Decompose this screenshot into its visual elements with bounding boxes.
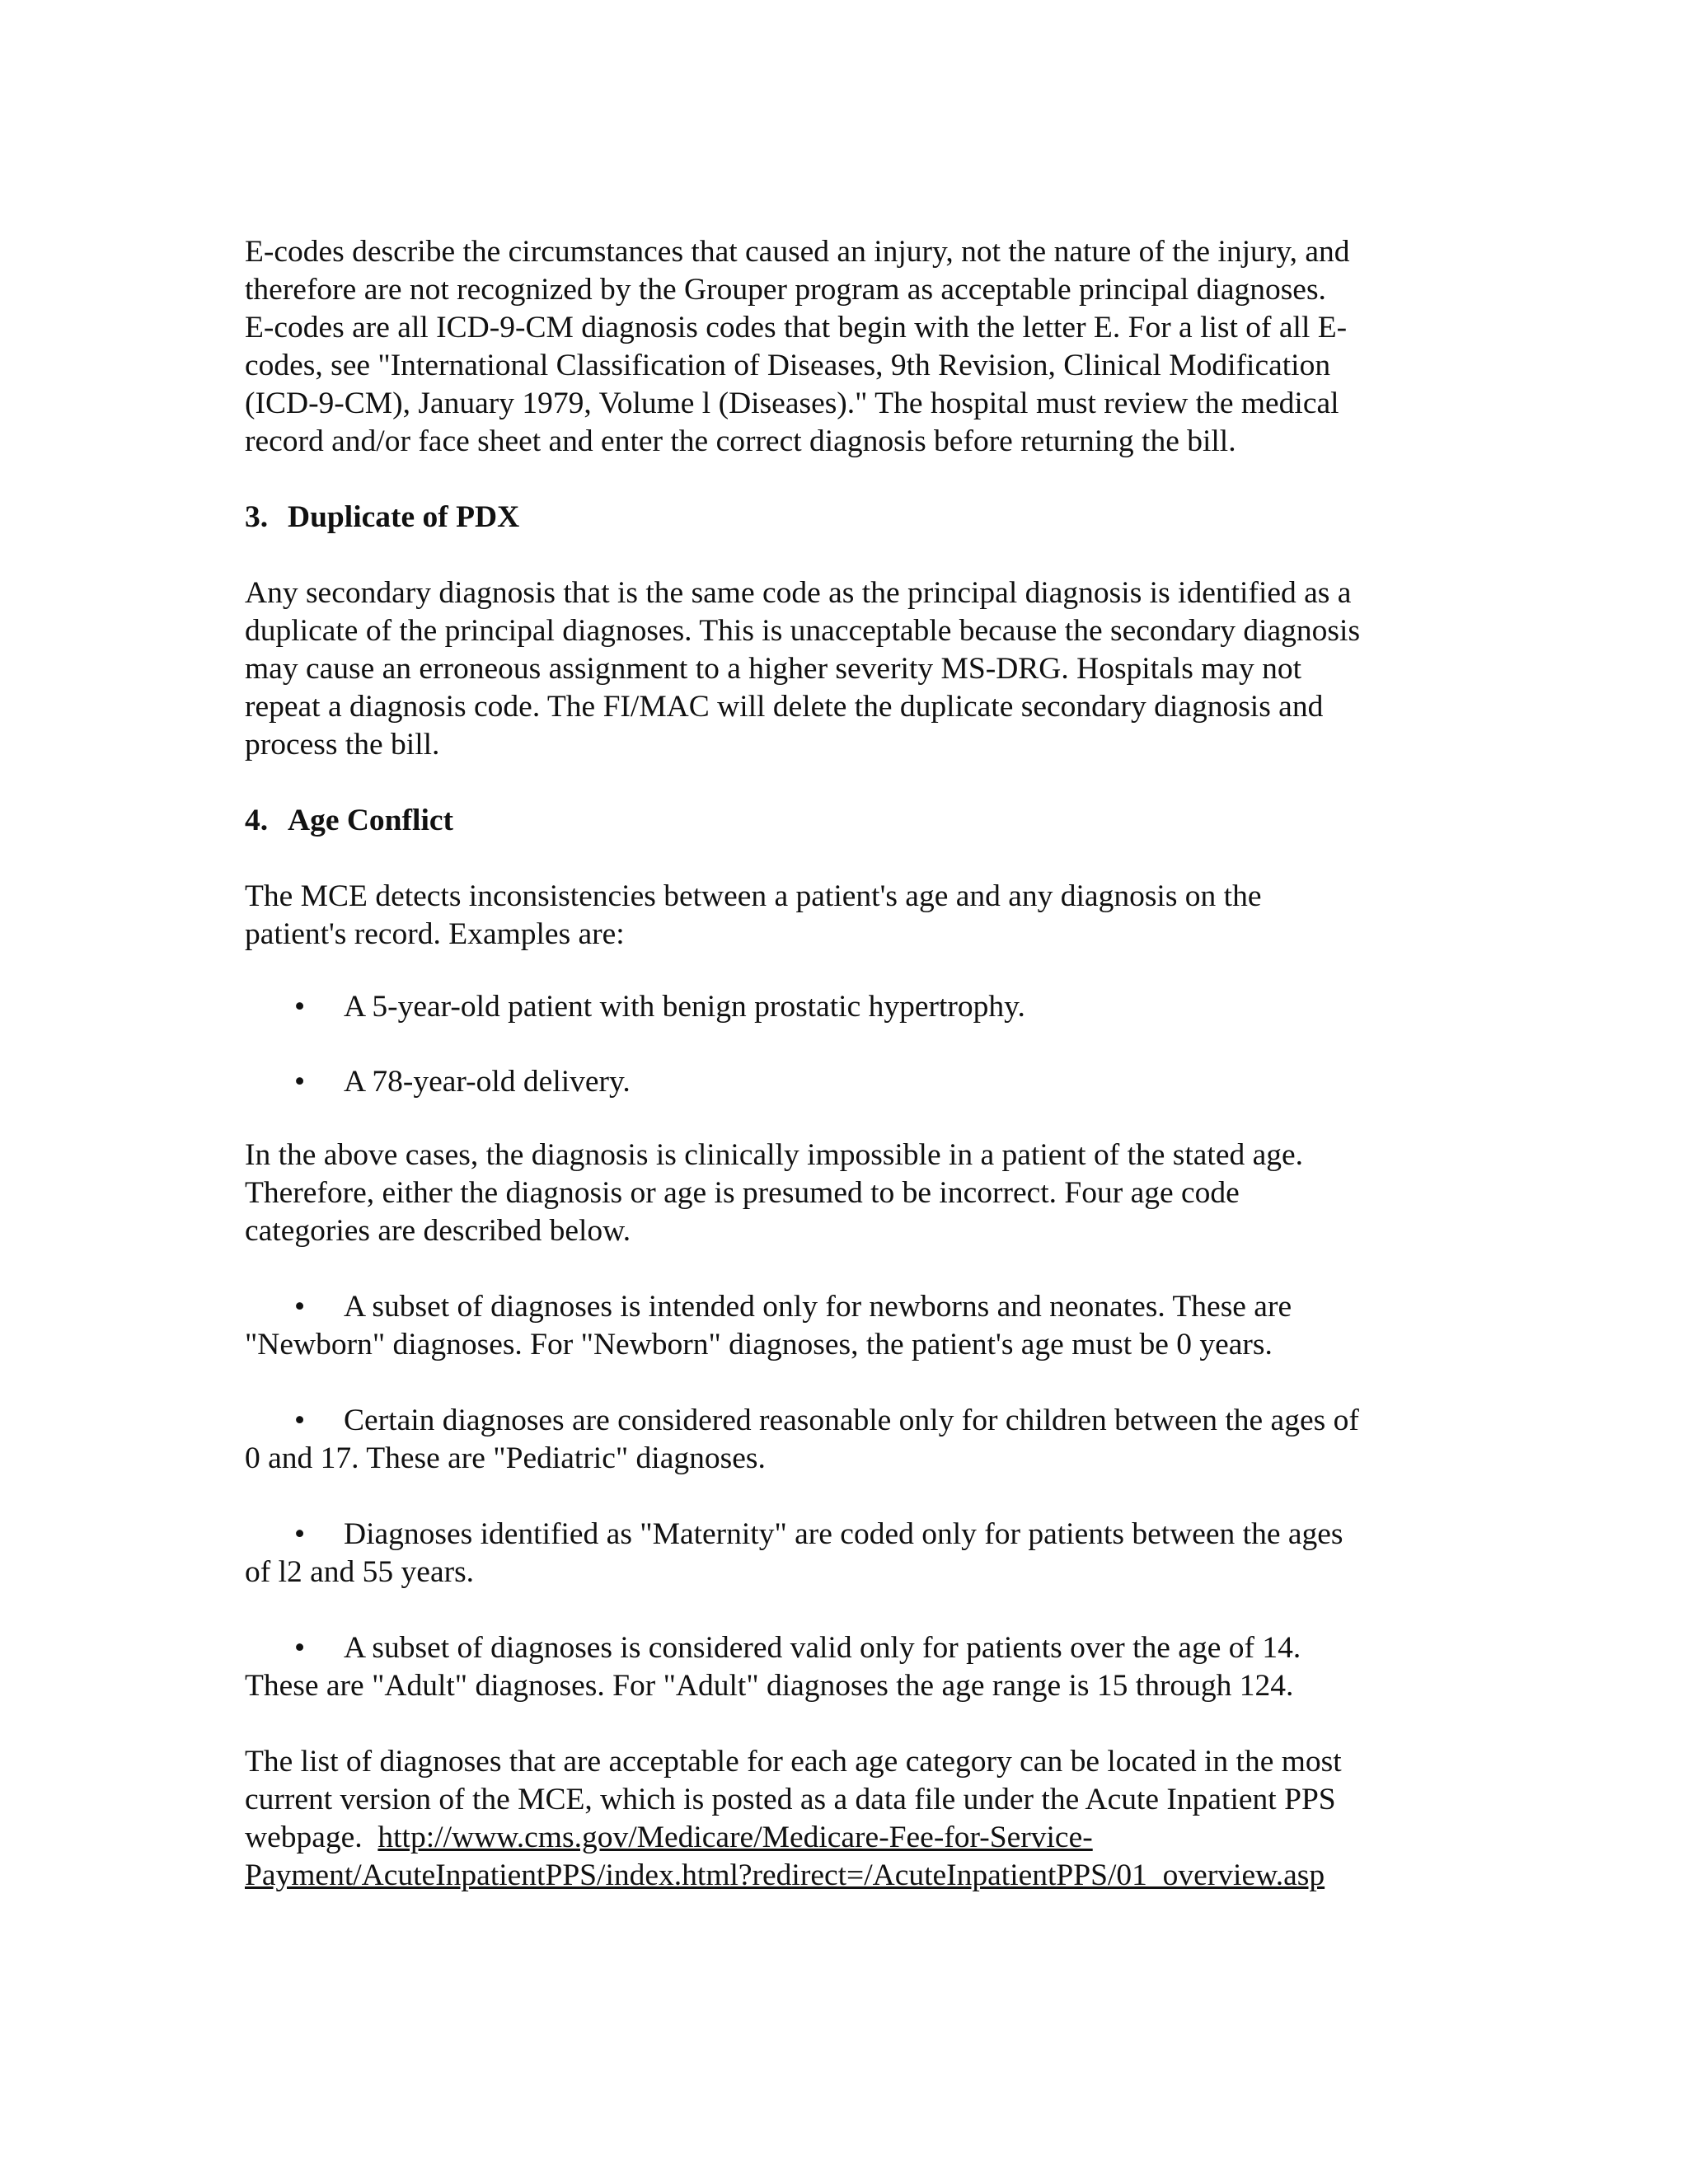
bullet-icon: • (294, 1065, 306, 1099)
list-item (245, 1402, 1456, 1478)
intro-line: (ICD-9-CM), January 1979, Volume l (Diseases)." The hospital must review the medical (245, 387, 1339, 420)
bullet-icon: • (294, 1517, 306, 1551)
section-3-heading (245, 499, 1456, 537)
closing-paragraph (245, 1743, 1456, 1895)
intro-line: E-codes are all ICD-9-CM diagnosis codes that begin with the letter E. For a list of all E- (245, 311, 1348, 344)
intro-line: E-codes describe the circumstances that caused an injury, not the nature of the injury, and (245, 235, 1350, 269)
section-4-heading (245, 802, 1456, 840)
section-4-intro (245, 878, 1456, 954)
section-3-line: may cause an erroneous assignment to a higher severity MS-DRG. Hospitals may not (245, 652, 1302, 686)
list-item (245, 1063, 1456, 1101)
section-3-line: process the bill. (245, 728, 440, 762)
section-3-title: Duplicate of PDX (288, 500, 520, 534)
section-3-line: repeat a diagnosis code. The FI/MAC will delete the duplicate secondary diagnosis and (245, 690, 1324, 724)
category-first-line: A subset of diagnoses is intended only for newborns and neonates. These are (344, 1290, 1292, 1324)
intro-line: codes, see "International Classification of Diseases, 9th Revision, Clinical Modification (245, 349, 1331, 382)
intro-line: therefore are not recognized by the Grouper program as acceptable principal diagnoses. (245, 273, 1326, 307)
bullet-icon: • (294, 1404, 306, 1437)
cases-line: Therefore, either the diagnosis or age is presumed to be incorrect. Four age code (245, 1176, 1240, 1210)
closing-line: current version of the MCE, which is posted as a data file under the Acute Inpatient PPS (245, 1783, 1336, 1816)
category-rest-line: 0 and 17. These are "Pediatric" diagnoses. (245, 1441, 766, 1475)
category-rest-line: These are "Adult" diagnoses. For "Adult" diagnoses the age range is 15 through 124. (245, 1669, 1294, 1703)
cases-paragraph (245, 1137, 1456, 1250)
category-first-line: A subset of diagnoses is considered valid only for patients over the age of 14. (344, 1631, 1301, 1665)
section-4-intro-line: The MCE detects inconsistencies between a patient's age and any diagnosis on the (245, 879, 1262, 913)
section-3-number: 3. (245, 500, 269, 534)
age-categories-list (245, 1288, 1456, 1705)
list-item (245, 1516, 1456, 1591)
category-rest-line: "Newborn" diagnoses. For "Newborn" diagnoses, the patient's age must be 0 years. (245, 1328, 1273, 1361)
examples-list (245, 988, 1456, 1101)
bullet-icon: • (294, 1290, 306, 1324)
list-item (245, 1629, 1456, 1705)
cases-line: categories are described below. (245, 1214, 631, 1248)
example-text: A 78-year-old delivery. (344, 1065, 631, 1099)
list-item (245, 988, 1456, 1026)
section-4-intro-line: patient's record. Examples are: (245, 917, 625, 951)
section-4-number: 4. (245, 804, 269, 837)
closing-prefix: webpage. (245, 1821, 378, 1854)
intro-line: record and/or face sheet and enter the correct diagnosis before returning the bill. (245, 424, 1236, 458)
section-3-paragraph (245, 574, 1456, 764)
acute-inpatient-pps-link-continued[interactable]: Payment/AcuteInpatientPPS/index.html?redirect=/AcuteInpatientPPS/01_overview.asp (245, 1858, 1325, 1892)
intro-paragraph (245, 233, 1456, 461)
acute-inpatient-pps-link[interactable]: http://www.cms.gov/Medicare/Medicare-Fee-for-Service- (377, 1821, 1093, 1854)
bullet-icon: • (294, 990, 306, 1024)
category-first-line: Diagnoses identified as "Maternity" are coded only for patients between the ages (344, 1517, 1343, 1551)
list-item (245, 1288, 1456, 1364)
section-4-title: Age Conflict (288, 804, 453, 837)
example-text: A 5-year-old patient with benign prostatic hypertrophy. (344, 990, 1025, 1024)
bullet-icon: • (294, 1631, 306, 1665)
section-3-line: duplicate of the principal diagnoses. This is unacceptable because the secondary diagnosis (245, 614, 1361, 648)
section-3-line: Any secondary diagnosis that is the same code as the principal diagnosis is identified as a (245, 576, 1352, 610)
category-first-line: Certain diagnoses are considered reasonable only for children between the ages of (344, 1404, 1359, 1437)
cases-line: In the above cases, the diagnosis is clinically impossible in a patient of the stated age. (245, 1138, 1304, 1172)
document-page (245, 233, 1456, 1895)
closing-line: The list of diagnoses that are acceptable for each age category can be located in the most (245, 1745, 1342, 1779)
category-rest-line: of l2 and 55 years. (245, 1555, 475, 1589)
